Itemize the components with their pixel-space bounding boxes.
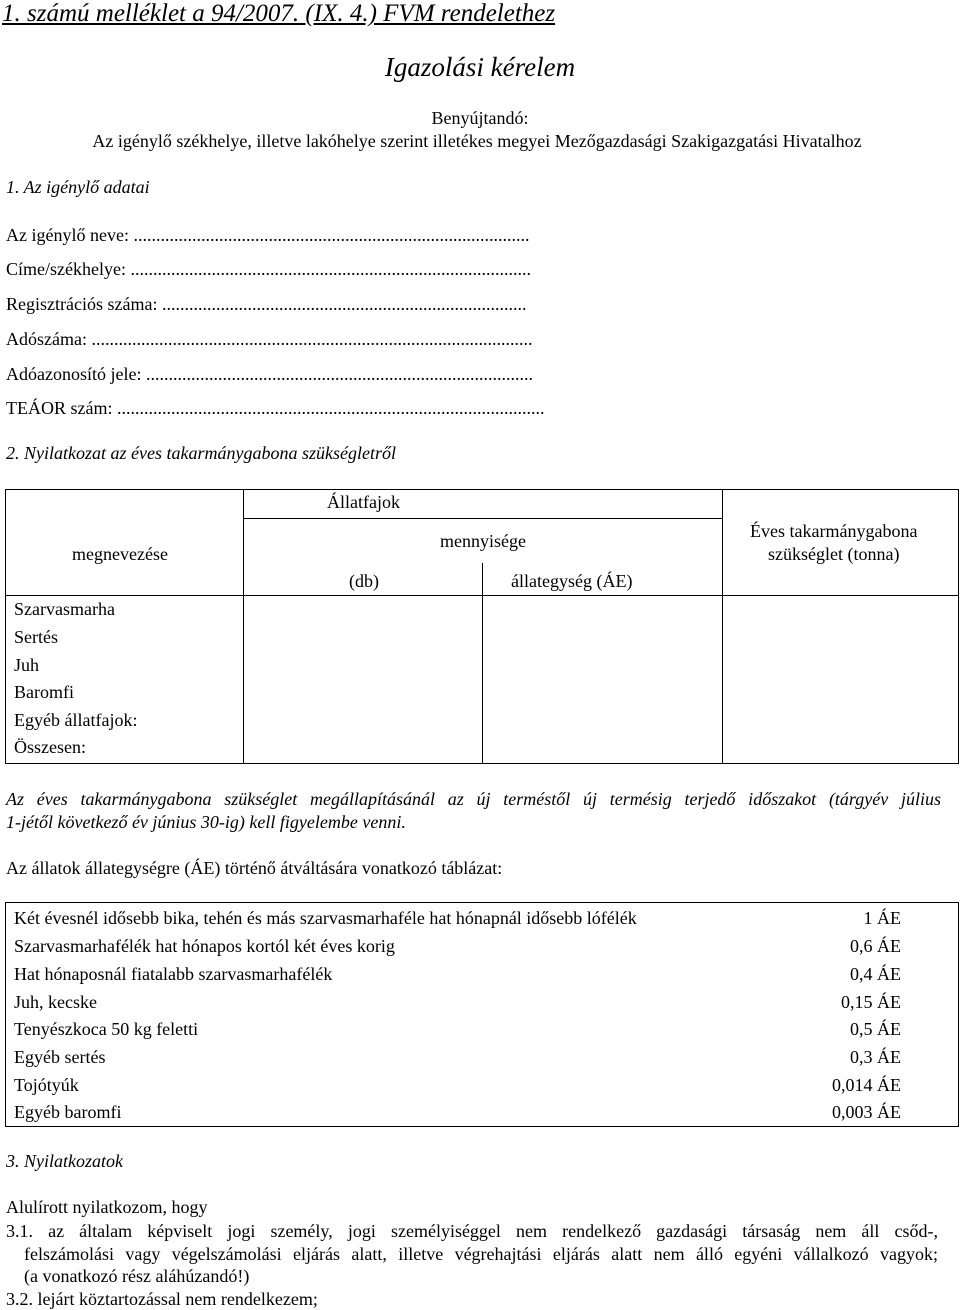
- document-title: Igazolási kérelem: [384, 52, 576, 82]
- col-name: megnevezése: [72, 544, 168, 564]
- row-pig: Sertés: [14, 627, 58, 647]
- conversion-value: 0,4 ÁE: [850, 964, 901, 984]
- conversion-name: Tenyészkoca 50 kg feletti: [14, 1019, 199, 1039]
- conversion-value: 0,5 ÁE: [850, 1019, 901, 1039]
- conversion-table: [5, 902, 959, 1127]
- conversion-value: 0,15 ÁE: [841, 992, 901, 1012]
- field-registration-number[interactable]: Regisztrációs száma: .................................................................................: [6, 294, 527, 314]
- note-line1: Az éves takarmánygabona szükséglet megállapításánál az új terméstől új termésig terjedő időszakot (tárgyév július: [6, 789, 941, 809]
- submit-authority: Az igénylő székhelye, illetve lakóhelye szerint illetékes megyei Mezőgazdasági Szakigazgatási Hivatalhoz: [92, 131, 862, 151]
- conversion-row: [6, 1017, 958, 1045]
- conversion-row: [6, 1100, 958, 1128]
- col-annual-line1: Éves takarmánygabona: [750, 521, 918, 541]
- conversion-name: Juh, kecske: [14, 992, 97, 1012]
- item31-line2: felszámolási vagy végelszámolási eljárás alatt, illetve végrehajtási eljárás alatt nem álló egyéni vállalkozó vagyok;: [24, 1244, 938, 1264]
- conversion-value: 1 ÁE: [863, 908, 901, 928]
- conversion-row: [6, 990, 958, 1018]
- conversion-row: [6, 1045, 958, 1073]
- field-address[interactable]: Címe/székhelye: .........................................................................................: [6, 259, 531, 279]
- conversion-row: [6, 1073, 958, 1101]
- col-db: (db): [349, 571, 379, 591]
- conversion-row: [6, 962, 958, 990]
- row-cattle: Szarvasmarha: [14, 599, 115, 619]
- col-ae: állategység (ÁE): [511, 571, 633, 591]
- conversion-row: [6, 906, 958, 934]
- conversion-heading: Az állatok állategységre (ÁE) történő átváltására vonatkozó táblázat:: [6, 858, 503, 878]
- col-annual-line2: szükséglet (tonna): [768, 544, 900, 564]
- annex-reference: 1. számú melléklet a 94/2007. (IX. 4.) FVM rendelethez: [2, 0, 556, 27]
- section2-heading: 2. Nyilatkozat az éves takarmánygabona szükségletről: [6, 443, 396, 463]
- conversion-value: 0,6 ÁE: [850, 936, 901, 956]
- item31-line1: 3.1. az általam képviselt jogi személy, jogi személyiséggel nem rendelkező gazdasági társaság nem áll csőd-,: [6, 1221, 938, 1241]
- col-species: Állatfajok: [327, 492, 400, 512]
- row-total: Összesen:: [14, 737, 86, 757]
- item32: 3.2. lejárt köztartozással nem rendelkezem;: [6, 1289, 318, 1309]
- field-tax-number[interactable]: Adószáma: ..................................................................................................: [6, 329, 533, 349]
- conversion-name: Egyéb sertés: [14, 1047, 106, 1067]
- section1-heading: 1. Az igénylő adatai: [6, 177, 150, 197]
- conversion-value: 0,003 ÁE: [832, 1102, 901, 1122]
- field-applicant-name[interactable]: Az igénylő neve: ........................................................................................: [6, 225, 530, 245]
- conversion-name: Tojótyúk: [14, 1075, 79, 1095]
- item31-line3: (a vonatkozó rész aláhúzandó!): [24, 1266, 250, 1286]
- field-teaor[interactable]: TEÁOR szám: ...............................................................................................: [6, 398, 545, 418]
- conversion-row: [6, 934, 958, 962]
- row-sheep: Juh: [14, 655, 40, 675]
- conversion-value: 0,3 ÁE: [850, 1047, 901, 1067]
- submit-label: Benyújtandó:: [431, 108, 529, 128]
- conversion-name: Két évesnél idősebb bika, tehén és más szarvasmarhaféle hat hónapnál idősebb lófélék: [14, 908, 637, 928]
- conversion-name: Szarvasmarhafélék hat hónapos kortól két éves korig: [14, 936, 395, 956]
- field-tax-id[interactable]: Adóazonosító jele: ......................................................................................: [6, 364, 533, 384]
- declaration-intro: Alulírott nyilatkozom, hogy: [6, 1197, 208, 1217]
- row-poultry: Baromfi: [14, 682, 74, 702]
- conversion-value: 0,014 ÁE: [832, 1075, 901, 1095]
- note-line2: 1-jétől következő év június 30-ig) kell figyelembe venni.: [6, 812, 406, 832]
- col-quantity: mennyisége: [440, 531, 526, 551]
- declaration-table: [5, 489, 959, 764]
- conversion-name: Hat hónaposnál fiatalabb szarvasmarhafélék: [14, 964, 333, 984]
- row-other: Egyéb állatfajok:: [14, 710, 138, 730]
- section3-heading: 3. Nyilatkozatok: [6, 1151, 123, 1171]
- conversion-name: Egyéb baromfi: [14, 1102, 122, 1122]
